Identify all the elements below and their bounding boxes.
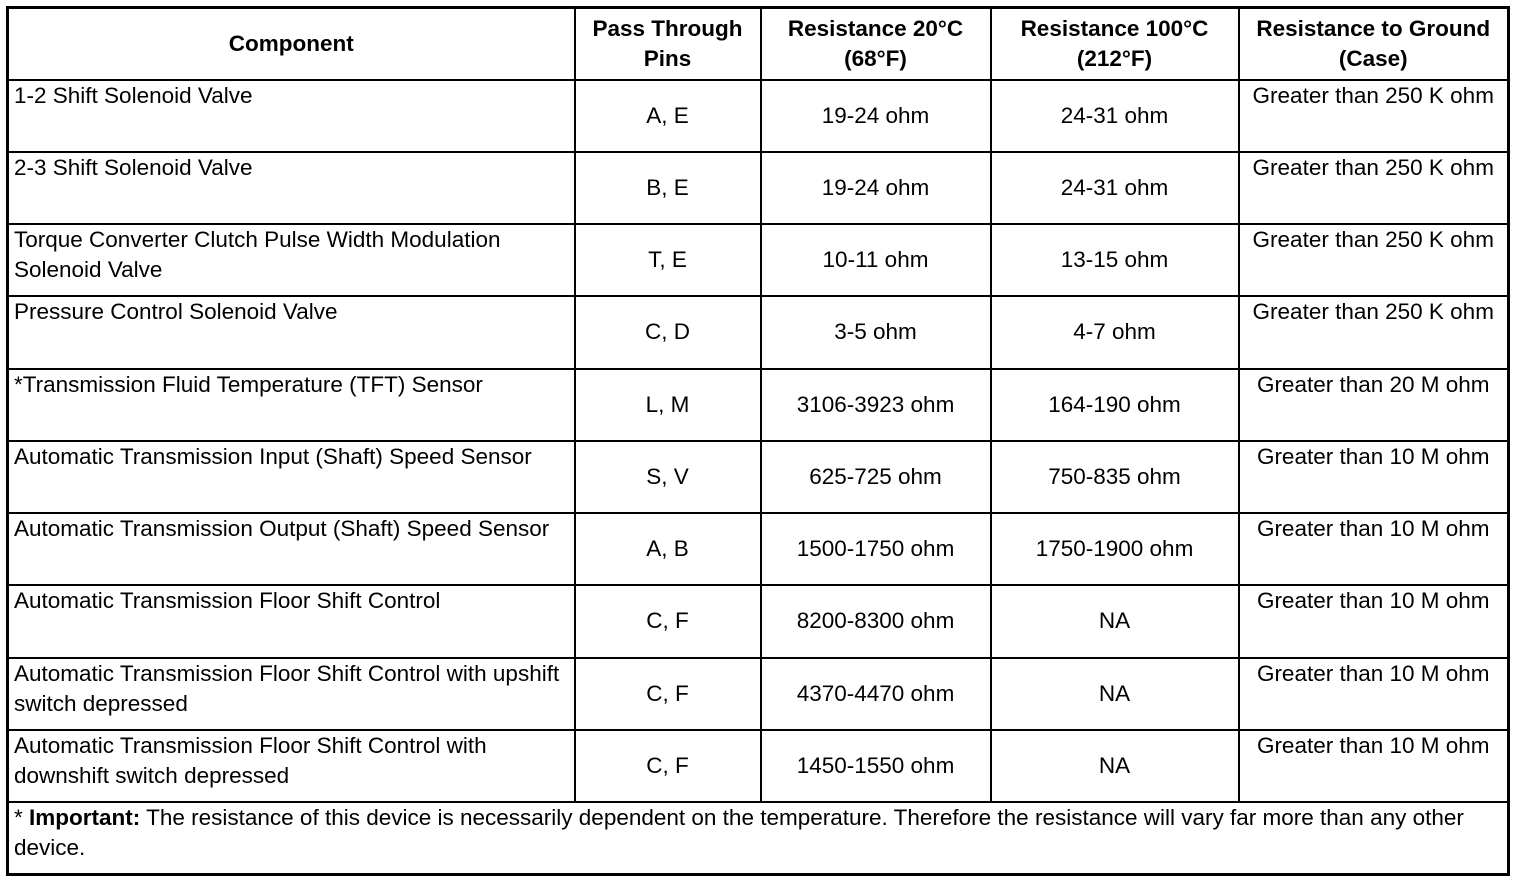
ground-resistance-cell: Greater than 10 M ohm	[1239, 658, 1509, 730]
table-row	[8, 369, 1509, 441]
header-resistance-100c: Resistance 100°C (212°F)	[991, 8, 1239, 80]
component-cell: Automatic Transmission Floor Shift Control	[8, 585, 575, 657]
resistance-20c-cell: 625-725 ohm	[761, 441, 991, 513]
pins-cell: C, D	[575, 296, 761, 368]
pins-cell: C, F	[575, 658, 761, 730]
component-cell: 1-2 Shift Solenoid Valve	[8, 80, 575, 152]
resistance-20c-cell: 4370-4470 ohm	[761, 658, 991, 730]
table-row	[8, 585, 1509, 657]
table-row	[8, 152, 1509, 224]
ground-resistance-cell: Greater than 10 M ohm	[1239, 585, 1509, 657]
table-row	[8, 441, 1509, 513]
table-row	[8, 80, 1509, 152]
header-row	[8, 8, 1509, 80]
header-component: Component	[8, 8, 575, 80]
header-resistance-20c: Resistance 20°C (68°F)	[761, 8, 991, 80]
pins-cell: C, F	[575, 585, 761, 657]
component-cell: Automatic Transmission Input (Shaft) Speed Sensor	[8, 441, 575, 513]
resistance-20c-cell: 19-24 ohm	[761, 152, 991, 224]
resistance-100c-cell: 164-190 ohm	[991, 369, 1239, 441]
resistance-20c-cell: 10-11 ohm	[761, 224, 991, 296]
footnote-row	[8, 802, 1509, 874]
resistance-20c-cell: 19-24 ohm	[761, 80, 991, 152]
ground-resistance-cell: Greater than 10 M ohm	[1239, 441, 1509, 513]
table-row	[8, 296, 1509, 368]
resistance-100c-cell: 24-31 ohm	[991, 152, 1239, 224]
resistance-20c-cell: 3-5 ohm	[761, 296, 991, 368]
pins-cell: T, E	[575, 224, 761, 296]
resistance-100c-cell: NA	[991, 585, 1239, 657]
component-cell: 2-3 Shift Solenoid Valve	[8, 152, 575, 224]
ground-resistance-cell: Greater than 250 K ohm	[1239, 80, 1509, 152]
ground-resistance-cell: Greater than 20 M ohm	[1239, 369, 1509, 441]
component-cell: Automatic Transmission Floor Shift Control with upshift switch depressed	[8, 658, 575, 730]
pins-cell: L, M	[575, 369, 761, 441]
resistance-20c-cell: 1450-1550 ohm	[761, 730, 991, 802]
component-cell: Pressure Control Solenoid Valve	[8, 296, 575, 368]
resistance-100c-cell: 24-31 ohm	[991, 80, 1239, 152]
pins-cell: B, E	[575, 152, 761, 224]
component-cell: Automatic Transmission Output (Shaft) Speed Sensor	[8, 513, 575, 585]
resistance-spec-table	[6, 6, 1510, 876]
component-cell: *Transmission Fluid Temperature (TFT) Sensor	[8, 369, 575, 441]
resistance-100c-cell: NA	[991, 730, 1239, 802]
resistance-100c-cell: 4-7 ohm	[991, 296, 1239, 368]
pins-cell: A, B	[575, 513, 761, 585]
resistance-20c-cell: 8200-8300 ohm	[761, 585, 991, 657]
resistance-20c-cell: 1500-1750 ohm	[761, 513, 991, 585]
ground-resistance-cell: Greater than 250 K ohm	[1239, 152, 1509, 224]
ground-resistance-cell: Greater than 10 M ohm	[1239, 513, 1509, 585]
header-resistance-to-ground: Resistance to Ground (Case)	[1239, 8, 1509, 80]
table-row	[8, 658, 1509, 730]
resistance-100c-cell: 1750-1900 ohm	[991, 513, 1239, 585]
pins-cell: C, F	[575, 730, 761, 802]
resistance-100c-cell: 750-835 ohm	[991, 441, 1239, 513]
pins-cell: A, E	[575, 80, 761, 152]
footnote-text: The resistance of this device is necessarily dependent on the temperature. Therefore the resistance will vary far more than any other device.	[14, 805, 1464, 861]
table-row	[8, 730, 1509, 802]
ground-resistance-cell: Greater than 250 K ohm	[1239, 296, 1509, 368]
ground-resistance-cell: Greater than 10 M ohm	[1239, 730, 1509, 802]
pins-cell: S, V	[575, 441, 761, 513]
resistance-20c-cell: 3106-3923 ohm	[761, 369, 991, 441]
table-row	[8, 224, 1509, 296]
table-row	[8, 513, 1509, 585]
resistance-100c-cell: 13-15 ohm	[991, 224, 1239, 296]
footnote-cell	[8, 802, 1509, 874]
resistance-100c-cell: NA	[991, 658, 1239, 730]
component-cell: Automatic Transmission Floor Shift Control with downshift switch depressed	[8, 730, 575, 802]
component-cell: Torque Converter Clutch Pulse Width Modulation Solenoid Valve	[8, 224, 575, 296]
ground-resistance-cell: Greater than 250 K ohm	[1239, 224, 1509, 296]
footnote-asterisk: *	[14, 805, 30, 831]
footnote-important-label: Important:	[29, 805, 141, 831]
header-pass-through-pins: Pass Through Pins	[575, 8, 761, 80]
